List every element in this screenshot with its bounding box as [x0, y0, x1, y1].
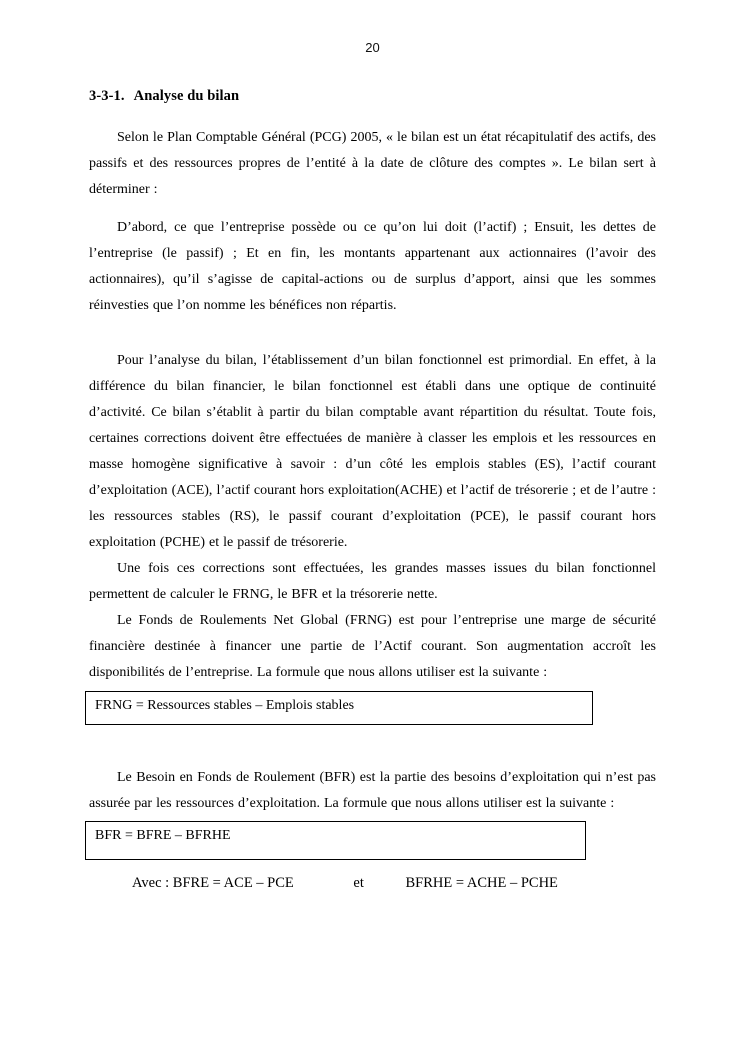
- bfr-formula-text: BFR = BFRE – BFRHE: [95, 828, 231, 843]
- paragraph-corrections-masses: Une fois ces corrections sont effectuées, les grandes masses issues du bilan fonctionnel permettent de calculer le FRNG, le BFR et la trésorerie nette.: [89, 561, 656, 602]
- paragraph-bilan-fonctionnel: Pour l’analyse du bilan, l’établissement d’un bilan fonctionnel est primordial. En effet, à la différence du bilan financier, le bilan fonctionnel est établi dans une optique de continuité d’activité. Ce bilan s’établit à partir du bilan comptable avant répartition du résultat. Toute fois, certaines corrections doivent être effectuées de manière à classer les emplois et les ressources en masse homogène significative à savoir : d’un côté les emplois stables (ES), l’actif courant d’exploitation (ACE), l’actif courant hors exploitation(ACHE) et l’actif de trésorerie ; et de l’autre : les ressources stables (RS), le passif courant d’exploitation (PCE), le passif courant hors exploitation (PCHE) et le passif de trésorerie.: [89, 353, 656, 550]
- paragraph-pcg-definition: Selon le Plan Comptable Général (PCG) 2005, « le bilan est un état récapitulatif des actifs, des passifs et des ressources propres de l’entité à la date de clôture des comptes ». Le bilan sert à déterminer :: [89, 130, 656, 197]
- section-heading-number: 3-3-1.: [89, 88, 125, 104]
- section-heading: [89, 88, 656, 105]
- bfr-subformulas-line: [89, 873, 656, 893]
- frng-formula-text: FRNG = Ressources stables – Emplois stables: [95, 698, 355, 713]
- page-content: [89, 0, 656, 893]
- page-number: 20: [365, 40, 380, 55]
- bfrhe-formula-text: BFRHE = ACHE – PCHE: [405, 875, 558, 891]
- paragraph-bfr-definition: Le Besoin en Fonds de Roulement (BFR) est la partie des besoins d’exploitation qui n’est pas assurée par les ressources d’exploitation. La formule que nous allons utiliser est la suivante :: [89, 770, 656, 811]
- bfre-formula-text: Avec : BFRE = ACE – PCE: [132, 875, 294, 891]
- frng-formula-box: [85, 691, 593, 725]
- paragraph-frng-definition: Le Fonds de Roulements Net Global (FRNG) est pour l’entreprise une marge de sécurité financière destinée à financer une partie de l’Actif courant. Son augmentation accroît les disponibilités de l’entreprise. La formule que nous allons utiliser est la suivante :: [89, 613, 656, 680]
- bfr-formula-box: [85, 821, 586, 860]
- section-heading-title: Analyse du bilan: [133, 88, 240, 104]
- paragraph-bilan-components: D’abord, ce que l’entreprise possède ou ce qu’on lui doit (l’actif) ; Ensuit, les dettes de l’entreprise (le passif) ; Et en fin, les montants appartenant aux actionnaires (l’avoir des actionnaires), qu’il s’agisse de capital-actions ou de surplus d’apport, ainsi que les sommes réinvesties que l’on nomme les bénéfices non répartis.: [89, 220, 656, 313]
- formula-connector-text: et: [353, 875, 364, 891]
